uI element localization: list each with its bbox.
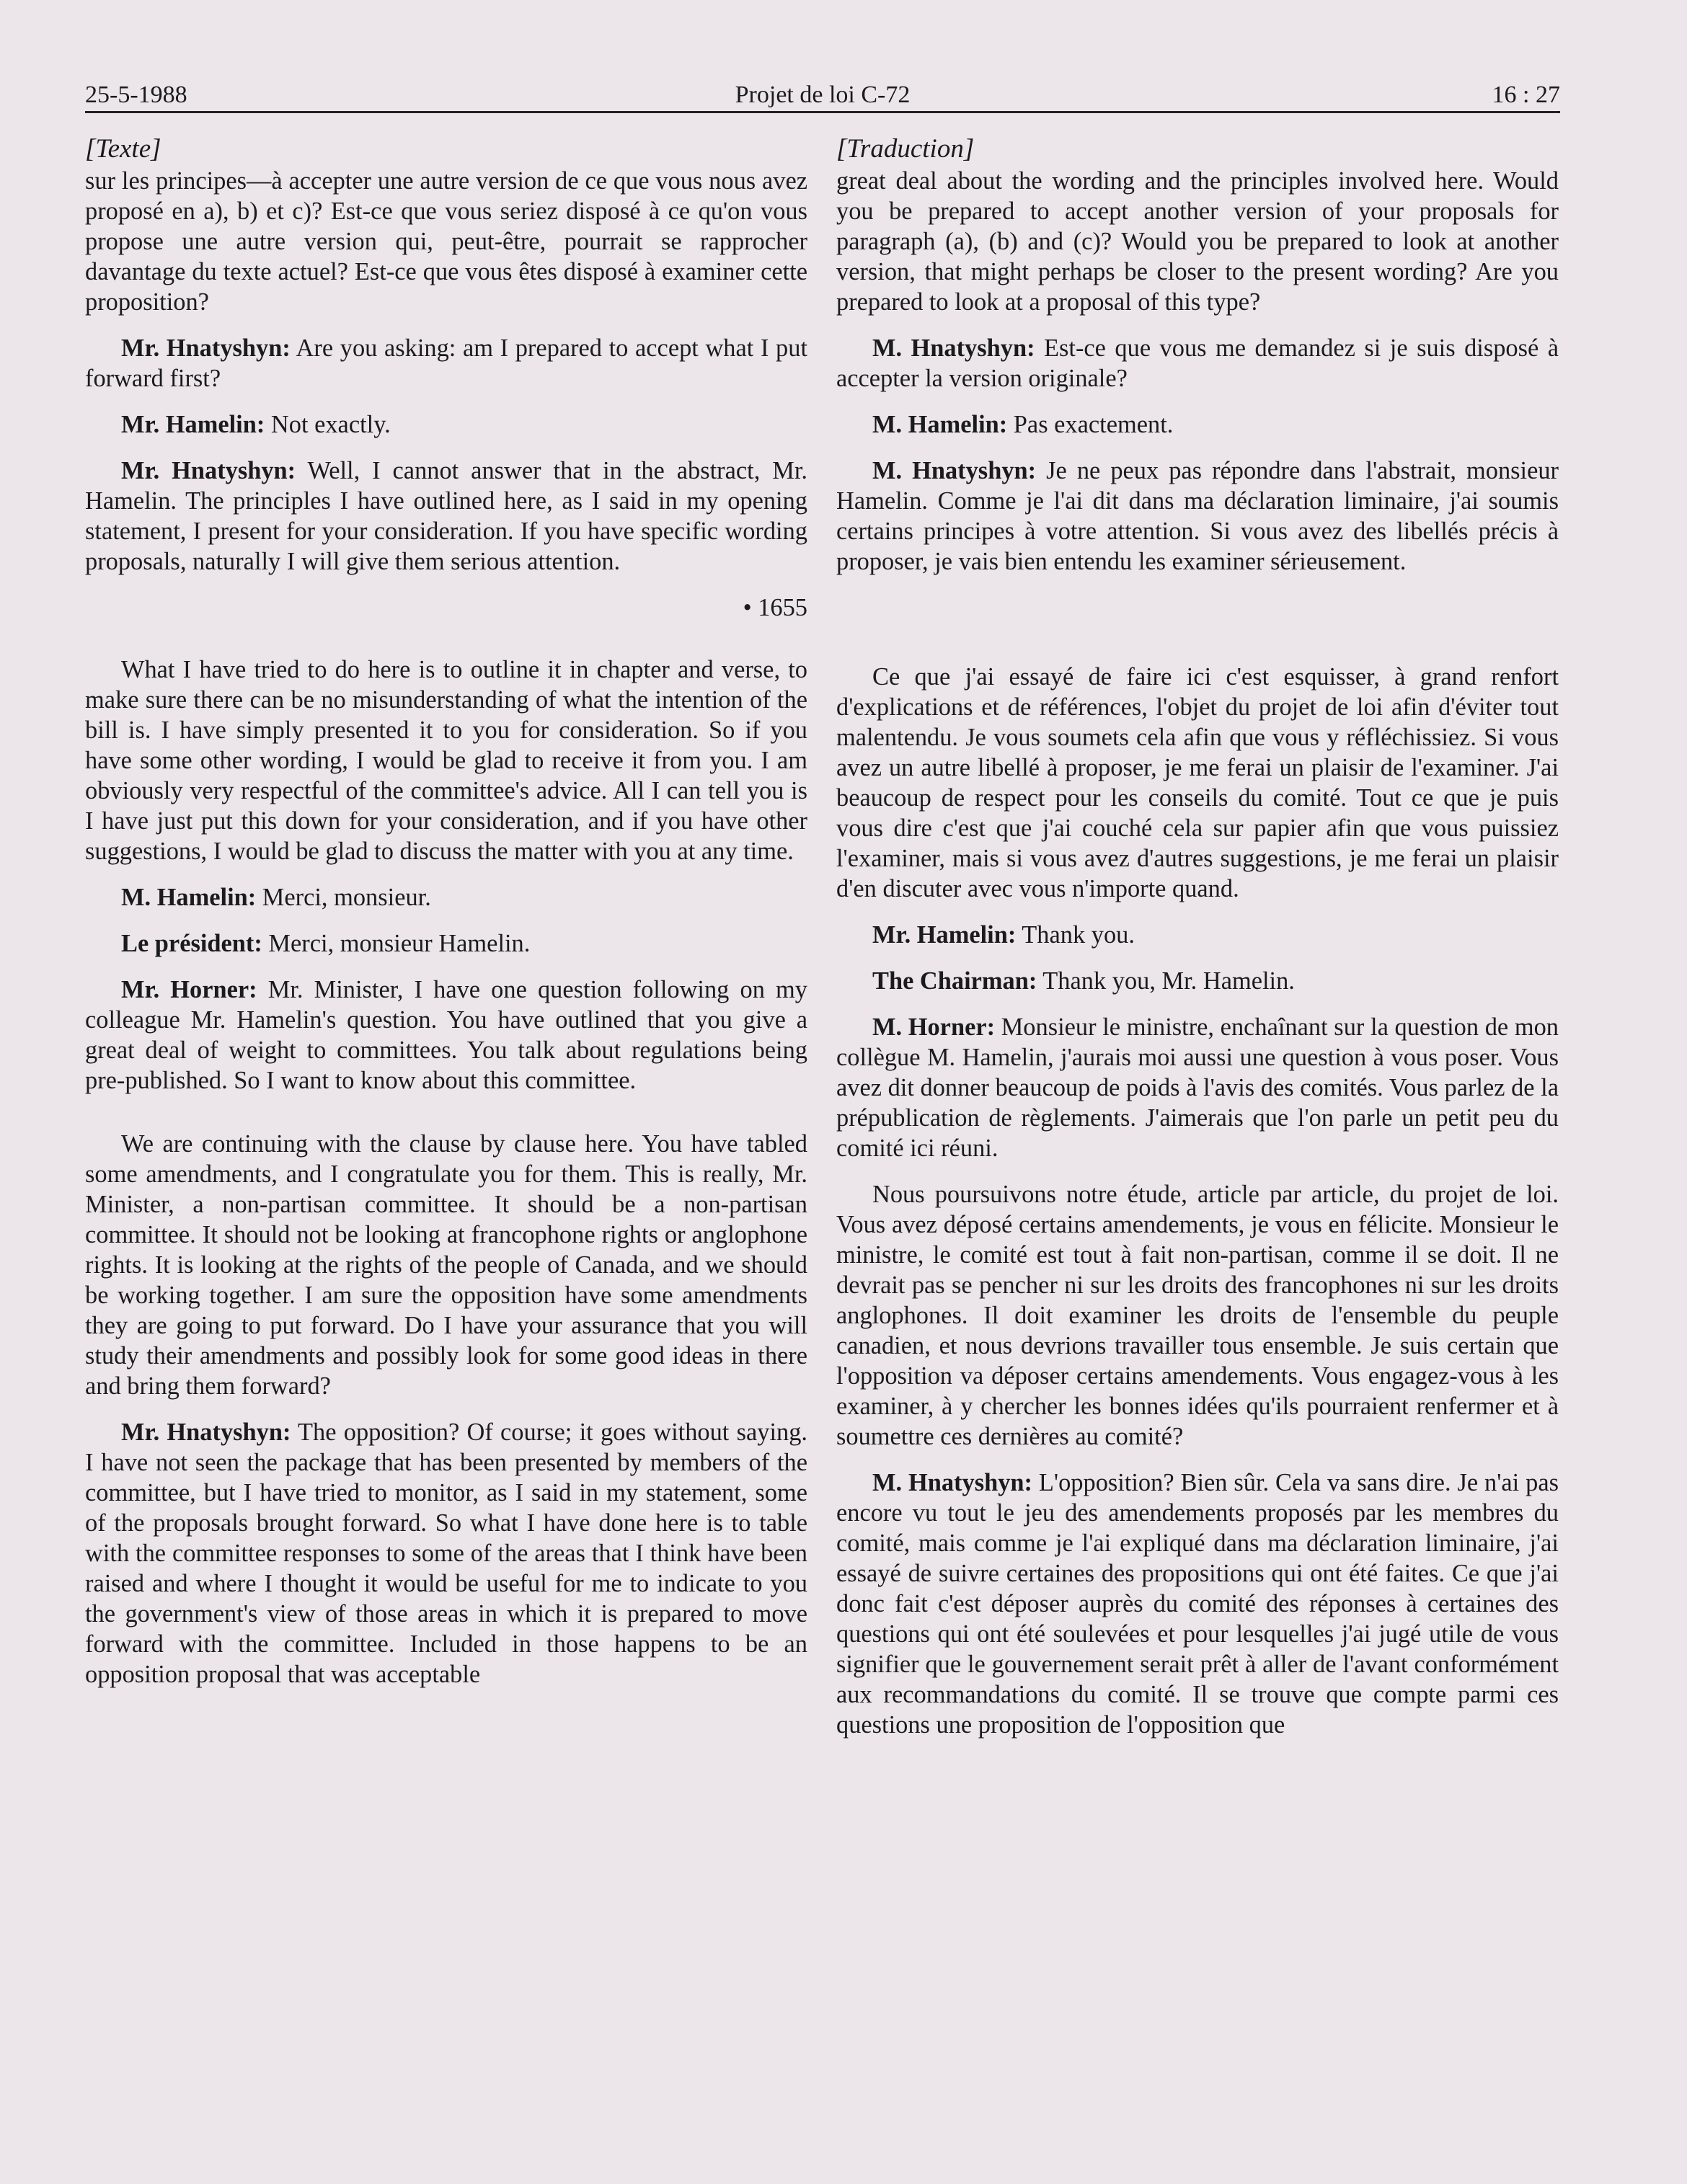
speech-paragraph (85, 333, 807, 394)
speech-paragraph (836, 333, 1559, 394)
speech-text: Are you asking: am I prepared to accept what I put forward first? (85, 334, 807, 392)
paragraph: sur les principes—à accepter une autre version de ce que vous nous avez proposé en a), b) et c)? Est-ce que vous seriez disposé à ce qu'on vous propose une autre version qui, peut-être, pourrait se rapprocher davantage du texte actuel? Est-ce que vous êtes disposé à examiner cette proposition? (85, 167, 807, 316)
speaker-name: M. Hnatyshyn: (872, 457, 1037, 484)
paragraph: What I have tried to do here is to outline it in chapter and verse, to make sure there can be no misunderstanding of what the intention of the bill is. I have simply presented it to you for consideration. So if you have some other wording, I would be glad to receive it from you. I am obviously very respectful of the committee's advice. All I can tell you is I have just put this down for your consideration, and if you have other suggestions, I would be glad to discuss the matter with you at any time. (85, 656, 807, 865)
speaker-name: Mr. Hnatyshyn: (121, 457, 296, 484)
speaker-name: Mr. Hamelin: (872, 921, 1017, 949)
spacer (85, 637, 807, 654)
speech-text: Mr. Minister, I have one question following on my colleague Mr. Hamelin's question. You have outlined that you give a great deal of weight to committees. You talk about regulations being pre-published. So I want to know about this committee. (85, 976, 807, 1094)
paragraph: We are continuing with the clause by clause here. You have tabled some amendments, and I congratulate you for them. This is really, Mr. Minister, a non-partisan committee. It should be a non-partisan committee. It should not be looking at francophone rights or anglophone rights. It is looking at the rights of the people of Canada, and we should be working together. I am sure the opposition have some amendments they are going to put forward. Do I have your assurance that you will study their amendments and possibly look for some good ideas in there and bring them forward? (85, 1130, 807, 1400)
header-rule (85, 111, 1560, 113)
speech-paragraph (836, 966, 1559, 996)
speaker-name: M. Horner: (872, 1013, 996, 1041)
speech-paragraph (836, 1012, 1559, 1163)
spacer (85, 1111, 807, 1129)
speaker-name: Mr. Hamelin: (121, 411, 265, 438)
speech-text: Not exactly. (265, 411, 391, 438)
speech-paragraph (836, 409, 1559, 440)
speech-text: Est-ce que vous me demandez si je suis disposé à accepter la version originale? (836, 334, 1559, 392)
speech-text: Thank you. (1016, 921, 1135, 949)
header-title: Projet de loi C-72 (735, 81, 911, 108)
spacer (836, 592, 1559, 662)
speaker-name: Mr. Hnatyshyn: (121, 334, 291, 362)
running-header (85, 78, 1560, 112)
speaker-name: Mr. Horner: (121, 976, 257, 1003)
speech-paragraph (836, 1468, 1559, 1740)
speaker-name: Mr. Hnatyshyn: (121, 1419, 291, 1446)
speaker-name: M. Hnatyshyn: (872, 334, 1035, 362)
right-column (836, 134, 1559, 1756)
speaker-name: The Chairman: (872, 967, 1037, 995)
speech-text: The opposition? Of course; it goes without saying. I have not seen the package that has been presented by members of the committee, but I have tried to monitor, as I said in my statement, some of the proposals brought forward. So what I have done here is to table with the committee responses to some of the areas that I think have been raised and where I thought it would be useful for me to indicate to you the government's view of those areas in which it is prepared to move forward with the committee. Included in those happens to be an opposition proposal that was acceptable (85, 1419, 807, 1688)
column-language-tag: [Traduction] (836, 134, 975, 164)
speaker-name: M. Hnatyshyn: (872, 1469, 1032, 1496)
speaker-name: Le président: (121, 930, 262, 957)
speech-text: Well, I cannot answer that in the abstract, Mr. Hamelin. The principles I have outlined here, as I said in my opening statement, I present for your consideration. If you have specific wording proposals, naturally I will give them serious attention. (85, 457, 808, 575)
speech-paragraph (85, 882, 807, 913)
paragraph: great deal about the wording and the principles involved here. Would you be prepared to accept another version of your proposals for paragraph (a), (b) and (c)? Would you be prepared to look at another version, that might perhaps be closer to the present wording? Are you prepared to look at a proposal of this type? (836, 167, 1559, 316)
speech-text: Monsieur le ministre, enchaînant sur la question de mon collègue M. Hamelin, j'aurais moi aussi une question à vous poser. Vous avez dit donner beaucoup de poids à l'avis des comités. Vous parlez de la prépublication de règlements. J'aimerais que l'on parle un petit peu du comité ici réuni. (836, 1013, 1559, 1162)
paragraph: Ce que j'ai essayé de faire ici c'est esquisser, à grand renfort d'explications et de références, l'objet du projet de loi afin d'éviter tout malentendu. Je vous soumets cela afin que vous y réfléchissiez. Si vous avez un autre libellé à proposer, je me ferai un plaisir de l'examiner. J'ai beaucoup de respect pour les conseils du comité. Tout ce que je puis vous dire c'est que j'ai couché cela sur papier afin que vous puissiez l'examiner, mais si vous avez d'autres suggestions, je me ferai un plaisir d'en discuter avec vous n'importe quand. (836, 663, 1559, 902)
speech-paragraph (85, 928, 807, 959)
speech-paragraph (836, 920, 1559, 950)
speech-text: Je ne peux pas répondre dans l'abstrait, monsieur Hamelin. Comme je l'ai dit dans ma déclaration liminaire, j'ai soumis certains principes à votre attention. Si vous avez des libellés précis à proposer, je vais bien entendu les examiner sérieusement. (836, 457, 1559, 575)
speech-paragraph (85, 409, 807, 440)
speech-text: L'opposition? Bien sûr. Cela va sans dire. Je n'ai pas encore vu tout le jeu des amendements proposés par les membres du comité, mais comme je l'ai expliqué dans ma déclaration liminaire, j'ai essayé de suivre certaines des propositions qui ont été faites. Ce que j'ai donc fait c'est déposer auprès du comité des réponses à certaines des questions qui ont été soulevées et pour lesquelles j'ai jugé utile de vous signifier que le gouvernement serait prêt à aller de l'avant conformément aux recommandations du comité. Il se trouve que compte parmi ces questions une proposition de l'opposition que (836, 1469, 1559, 1739)
speech-paragraph (85, 456, 807, 577)
speech-paragraph (85, 975, 807, 1096)
header-page-number: 16 : 27 (1492, 81, 1560, 108)
header-date: 25-5-1988 (85, 81, 187, 108)
left-column (85, 134, 807, 1705)
speaker-name: M. Hamelin: (121, 884, 257, 911)
speech-text: Pas exactement. (1007, 411, 1174, 438)
speech-text: Thank you, Mr. Hamelin. (1037, 967, 1295, 995)
speech-text: Merci, monsieur. (256, 884, 431, 911)
column-language-tag: [Texte] (85, 134, 161, 164)
speech-text: Merci, monsieur Hamelin. (262, 930, 531, 957)
speaker-name: M. Hamelin: (872, 411, 1008, 438)
speech-paragraph (836, 456, 1559, 577)
paragraph: Nous poursuivons notre étude, article par article, du projet de loi. Vous avez déposé certains amendements, je vous en félicite. Monsieur le ministre, le comité est tout à fait non-partisan, comme il se doit. Il ne devrait pas se pencher ni sur les droits des francophones ni sur les droits anglophones. Il doit examiner les droits de l'ensemble du peuple canadien, et nous devrions travailler tous ensemble. Je suis certain que l'opposition va déposer certains amendements. Vous engagez-vous à les examiner, à y chercher les bonnes idées qu'ils pourraient renfermer et à soumettre ces dernières au comité? (836, 1181, 1559, 1450)
time-marker: • 1655 (743, 594, 807, 621)
speech-paragraph (85, 1417, 807, 1690)
